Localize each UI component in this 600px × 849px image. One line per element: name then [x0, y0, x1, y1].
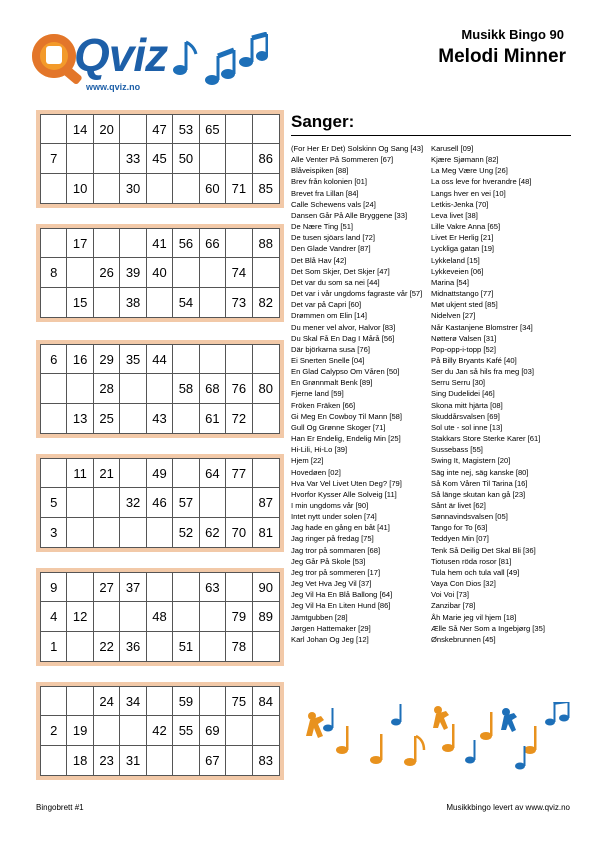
- bingo-cell: [200, 258, 226, 287]
- bingo-cell: 64: [200, 459, 226, 488]
- bingo-cell: [173, 573, 199, 602]
- song-item: Midnattstango [77]: [431, 289, 494, 299]
- bingo-cell: 57: [173, 488, 199, 517]
- bingo-cell: 53: [173, 115, 199, 144]
- song-item: Tango for To [63]: [431, 523, 488, 533]
- bingo-cell: [253, 459, 279, 488]
- bingo-cell: 32: [120, 488, 146, 517]
- bingo-cell: [173, 602, 199, 631]
- bingo-cell: [173, 174, 199, 203]
- bingo-cell: [41, 229, 67, 258]
- song-item: Letkis-Jenka [70]: [431, 199, 489, 209]
- song-item: Brevet fra Lillan [84]: [291, 188, 359, 198]
- bingo-cell: [41, 174, 67, 203]
- song-item: Tiotusen röda rosor [81]: [431, 556, 512, 566]
- bingo-cell: 11: [67, 459, 93, 488]
- bingo-cell: 70: [226, 518, 252, 547]
- song-item: Jørgen Hattemaker [29]: [291, 623, 371, 633]
- song-item: Hovedøen [02]: [291, 467, 341, 477]
- song-item: Jag tror på sommaren [68]: [291, 545, 381, 555]
- song-item: Det Som Skjer, Det Skjer [47]: [291, 266, 390, 276]
- song-item: Blåveispiken [88]: [291, 166, 349, 176]
- bingo-cell: [200, 602, 226, 631]
- bingo-cell: 2: [41, 716, 67, 745]
- bingo-cell: [173, 345, 199, 374]
- bingo-cell: 29: [94, 345, 120, 374]
- song-item: Lykkeveien [06]: [431, 266, 484, 276]
- bingo-cell: 63: [200, 573, 226, 602]
- bingo-cell: 85: [258, 180, 273, 196]
- bingo-cell: 81: [258, 524, 273, 540]
- bingo-cell: [120, 229, 146, 258]
- song-item: Den Glade Vandrer [87]: [291, 244, 371, 254]
- bingo-card: [36, 568, 284, 666]
- bingo-cell: [41, 404, 67, 433]
- song-item: Serru Serru [30]: [431, 378, 486, 388]
- bingo-cell: [120, 459, 146, 488]
- song-item: Alle Venter På Sommeren [67]: [291, 155, 394, 165]
- bingo-cell: 69: [200, 716, 226, 745]
- bingo-cell: 17: [67, 229, 93, 258]
- bingo-cell: 13: [67, 404, 93, 433]
- bingo-cell: 19: [67, 716, 93, 745]
- bingo-cell: 82: [258, 294, 273, 310]
- bingo-cell: 34: [120, 687, 146, 716]
- bingo-cell: [253, 345, 279, 374]
- bingo-grid: [40, 114, 280, 204]
- bingo-cell: [67, 144, 93, 173]
- bingo-cell: [226, 115, 252, 144]
- bingo-cell: 44: [147, 345, 173, 374]
- bingo-cell: [94, 229, 120, 258]
- bingo-cell: 90: [253, 573, 279, 602]
- songs-divider: [291, 135, 571, 136]
- bingo-cell: [67, 573, 93, 602]
- bingo-cell: [41, 288, 67, 317]
- bingo-cell: 15: [67, 288, 93, 317]
- song-item: Leva livet [38]: [431, 210, 478, 220]
- bingo-cell: [41, 687, 67, 716]
- bingo-cell: [173, 459, 199, 488]
- song-item: Nidelven [27]: [431, 311, 476, 321]
- bingo-cell: 54: [173, 288, 199, 317]
- bingo-cell: 51: [173, 632, 199, 661]
- song-item: Gi Meg En Cowboy Til Mann [58]: [291, 411, 403, 421]
- bingo-cell: 88: [253, 229, 279, 258]
- song-item: Gull Og Grønne Skoger [71]: [291, 422, 386, 432]
- song-item: Vaya Con Dios [32]: [431, 579, 496, 589]
- song-item: Calle Schewens vals [24]: [291, 199, 376, 209]
- song-item: Jämtgubben [28]: [291, 612, 348, 622]
- bingo-cell: [200, 687, 226, 716]
- bingo-cell: 7: [41, 144, 67, 173]
- bingo-cell: [67, 518, 93, 547]
- bingo-cell: 62: [200, 518, 226, 547]
- song-item: Karusell [09]: [431, 144, 474, 153]
- song-item: Jeg tror på sommeren [17]: [291, 567, 381, 577]
- song-item: Karl Johan Og Jeg [12]: [291, 634, 369, 644]
- bingo-cell: [120, 602, 146, 631]
- bingo-cell: 37: [120, 573, 146, 602]
- bingo-cell: 66: [200, 229, 226, 258]
- bingo-cell: 1: [41, 632, 67, 661]
- bingo-cell: 83: [258, 752, 273, 768]
- bingo-cell: 5: [41, 488, 67, 517]
- bingo-cell: [94, 518, 120, 547]
- bingo-cell: 21: [94, 459, 120, 488]
- song-item: De Nære Ting [51]: [291, 222, 354, 232]
- game-title: Musikk Bingo 90: [461, 27, 564, 42]
- bingo-cell: [67, 632, 93, 661]
- bingo-cell: 72: [226, 404, 252, 433]
- song-item: Drømmen om Elin [14]: [291, 311, 367, 321]
- bingo-cell: 58: [173, 374, 199, 403]
- bingo-cell: [147, 288, 173, 317]
- bingo-cell: 48: [147, 602, 173, 631]
- bingo-cell: [94, 488, 120, 517]
- bingo-cell: 87: [253, 488, 279, 517]
- bingo-cell: [41, 746, 67, 775]
- song-item: I min ungdoms vår [90]: [291, 501, 369, 510]
- bingo-cell: 47: [147, 115, 173, 144]
- bingo-cell: 76: [226, 374, 252, 403]
- bingo-cell: [226, 746, 252, 775]
- song-item: Hjem [22]: [291, 456, 324, 466]
- bingo-cell: [147, 518, 173, 547]
- bingo-cell: 77: [226, 459, 252, 488]
- song-item: Ælle Så Ner Som a Ingebjørg [35]: [431, 623, 545, 633]
- bingo-cell: 30: [120, 174, 146, 203]
- bingo-cell: [253, 404, 279, 433]
- qviz-logo: [32, 28, 172, 100]
- bingo-cell: 59: [173, 687, 199, 716]
- bingo-cell: [41, 374, 67, 403]
- bingo-cell: 20: [94, 115, 120, 144]
- bingo-cell: 41: [147, 229, 173, 258]
- bingo-cell: 35: [120, 345, 146, 374]
- song-item: De tusen sjöars land [72]: [291, 233, 376, 243]
- song-item: Skona mitt hjärta [08]: [431, 400, 503, 410]
- bingo-cell: [200, 144, 226, 173]
- bingo-cell: 74: [226, 258, 252, 287]
- bingo-cell: [147, 687, 173, 716]
- bingo-cell: 73: [226, 288, 252, 317]
- bingo-cell: [200, 488, 226, 517]
- song-item: Møt ukjent sted [85]: [431, 300, 498, 310]
- bingo-cell: [67, 687, 93, 716]
- bingo-cell: 67: [200, 746, 226, 775]
- bingo-cell: 42: [147, 716, 173, 745]
- bingo-cell: [200, 288, 226, 317]
- song-item: Det var i vår ungdoms fagraste vår [57]: [291, 289, 423, 299]
- bingo-cell: [147, 632, 173, 661]
- bingo-cell: 8: [41, 258, 67, 287]
- song-item: Pop-opp-i-topp [52]: [431, 344, 497, 354]
- bingo-cell: 23: [94, 746, 120, 775]
- bingo-cell: 25: [94, 404, 120, 433]
- bingo-cell: [226, 716, 252, 745]
- song-item: Jeg Vil Ha En Liten Hund [86]: [291, 601, 391, 611]
- song-item: Sol ute - sol inne [13]: [431, 422, 503, 432]
- bingo-cell: [120, 115, 146, 144]
- bingo-cell: 14: [67, 115, 93, 144]
- card-number: Bingobrett #1: [36, 803, 84, 812]
- song-item: Ser du Jan så hils fra meg [03]: [431, 367, 534, 377]
- song-item: Zanzibar [78]: [431, 601, 476, 611]
- song-item: Åh Marie jeg vil hjem [18]: [431, 612, 517, 622]
- bingo-cell: 46: [147, 488, 173, 517]
- bingo-cell: [200, 632, 226, 661]
- song-item: Jeg Vil Ha En Blå Ballong [64]: [291, 590, 393, 600]
- bingo-cell: [253, 115, 279, 144]
- bingo-cell: 22: [94, 632, 120, 661]
- bingo-cell: [94, 716, 120, 745]
- bingo-cell: [67, 258, 93, 287]
- song-item: Han Er Endelig, Endelig Min [25]: [291, 434, 401, 444]
- bingo-cell: 26: [94, 258, 120, 287]
- song-item: Sing Dudelidei [46]: [431, 389, 495, 399]
- bingo-cell: [226, 345, 252, 374]
- bingo-cell: [94, 288, 120, 317]
- bingo-cell: 84: [253, 687, 279, 716]
- song-item: Stakkars Store Sterke Karer [61]: [431, 434, 541, 444]
- bingo-cell: 79: [226, 602, 252, 631]
- song-item: La Meg Være Ung [26]: [431, 166, 508, 176]
- bingo-cell: [94, 144, 120, 173]
- song-item: Så Kom Våren Til Tarina [16]: [431, 478, 528, 488]
- song-item: Där björkarna susa [76]: [291, 344, 370, 354]
- bingo-cell: [147, 746, 173, 775]
- song-item: La oss leve for hverandre [48]: [431, 177, 532, 187]
- song-item: Lykkeland [15]: [431, 255, 480, 265]
- song-item: Ei Snerten Snelle [04]: [291, 355, 365, 365]
- bingo-cell: [226, 229, 252, 258]
- bingo-cell: [94, 174, 120, 203]
- bingo-cell: 3: [41, 518, 67, 547]
- bingo-cell: [253, 632, 279, 661]
- bingo-cell: 4: [41, 602, 67, 631]
- song-item: Jag ringer på fredag [75]: [291, 534, 374, 544]
- song-item: Swing It, Magistern [20]: [431, 456, 511, 466]
- song-item: En Glad Calypso Om Våren [50]: [291, 367, 400, 377]
- bingo-cell: 68: [200, 374, 226, 403]
- song-item: Sussebass [55]: [431, 445, 483, 455]
- song-item: Hvorfor Kysser Alle Solveig [11]: [291, 489, 397, 499]
- song-item: Fjerne land [59]: [291, 389, 344, 399]
- bingo-cell: [226, 488, 252, 517]
- bingo-cell: 27: [94, 573, 120, 602]
- song-item: Tula hem och tula vall [49]: [431, 567, 520, 577]
- bingo-cell: [253, 258, 279, 287]
- song-item: Intet nytt under solen [74]: [291, 512, 377, 522]
- game-subtitle: Melodi Minner: [438, 46, 566, 67]
- bingo-cell: [41, 115, 67, 144]
- bingo-cell: 12: [67, 602, 93, 631]
- bingo-card: [36, 224, 284, 322]
- song-item: En Grønnmalt Benk [89]: [291, 378, 373, 388]
- bingo-cell: 52: [173, 518, 199, 547]
- bingo-cell: 40: [147, 258, 173, 287]
- song-item: Voi Voi [73]: [431, 590, 469, 600]
- song-item: Sånt är livet [62]: [431, 501, 486, 510]
- song-item: Säg inte nej, säg kanske [80]: [431, 467, 529, 477]
- song-item: Hi-Lili, Hi-Lo [39]: [291, 445, 348, 455]
- song-item: Fröken Fräken [66]: [291, 400, 356, 410]
- bingo-cell: 10: [67, 174, 93, 203]
- bingo-cell: 43: [147, 404, 173, 433]
- bingo-cell: 24: [94, 687, 120, 716]
- bingo-cell: 16: [67, 345, 93, 374]
- song-item: På Billy Bryants Kafé [40]: [431, 355, 517, 365]
- bingo-card: [36, 454, 284, 552]
- song-item: Brev från kolonien [01]: [291, 177, 367, 187]
- song-item: Jeg Går På Skole [53]: [291, 556, 366, 566]
- song-item: Jag hade en gång en båt [41]: [291, 523, 390, 533]
- bingo-grid: [40, 228, 280, 318]
- song-item: Lille Vakre Anna [65]: [431, 222, 501, 232]
- song-item: Hva Var Vel Livet Uten Deg? [79]: [291, 478, 402, 488]
- bingo-cell: 38: [120, 288, 146, 317]
- bingo-cell: 55: [173, 716, 199, 745]
- logo-wordmark: Qviz: [74, 29, 168, 81]
- song-item: Teddyen Min [07]: [431, 534, 489, 544]
- song-item: Du Skal Få En Dag I Mårå [56]: [291, 333, 395, 343]
- bingo-cell: [120, 518, 146, 547]
- bingo-cell: [173, 746, 199, 775]
- song-item: Livet Er Herlig [21]: [431, 233, 494, 243]
- song-item: Når Kastanjene Blomstrer [34]: [431, 322, 533, 332]
- bingo-cell: [147, 174, 173, 203]
- dancing-notes-illustration: [298, 702, 570, 784]
- bingo-cell: 6: [41, 345, 67, 374]
- bingo-cell: 75: [226, 687, 252, 716]
- song-item: Det var på Capri [60]: [291, 300, 362, 310]
- bingo-cell: [120, 404, 146, 433]
- bingo-grid: [40, 344, 280, 434]
- bingo-cell: [147, 573, 173, 602]
- bingo-cell: 89: [253, 602, 279, 631]
- bingo-cell: 56: [173, 229, 199, 258]
- song-item: Kjære Sjømann [82]: [431, 155, 499, 165]
- bingo-card: [36, 682, 284, 780]
- song-item: Det Blå Hav [42]: [291, 255, 347, 265]
- songs-heading: Sanger:: [291, 112, 355, 131]
- bingo-cell: [67, 374, 93, 403]
- song-item: Langs hver en vei [10]: [431, 188, 506, 198]
- bingo-cell: 36: [120, 632, 146, 661]
- bingo-cell: [67, 488, 93, 517]
- bingo-cell: [120, 374, 146, 403]
- bingo-cell: [173, 258, 199, 287]
- song-item: Ønskebrunnen [45]: [431, 634, 496, 644]
- song-item: Du mener vel alvor, Halvor [83]: [291, 322, 396, 332]
- bingo-card: [36, 340, 284, 438]
- bingo-cell: 39: [120, 258, 146, 287]
- song-item: (For Her Er Det) Solskinn Og Sang [43]: [291, 144, 424, 153]
- bingo-grid: [40, 686, 280, 776]
- bingo-cell: [226, 144, 252, 173]
- bingo-cell: 18: [67, 746, 93, 775]
- bingo-cell: [226, 573, 252, 602]
- bingo-cell: 50: [173, 144, 199, 173]
- bingo-cell: 33: [120, 144, 146, 173]
- bingo-cell: 61: [200, 404, 226, 433]
- song-list-column-2: [431, 143, 573, 645]
- song-item: Så länge skutan kan gå [23]: [431, 489, 526, 499]
- song-item: Skuddårsvalsen [69]: [431, 411, 500, 421]
- bingo-cell: 28: [94, 374, 120, 403]
- bingo-cell: 80: [253, 374, 279, 403]
- bingo-card: [36, 110, 284, 208]
- bingo-cell: 65: [200, 115, 226, 144]
- bingo-cell: 45: [147, 144, 173, 173]
- bingo-cell: [147, 374, 173, 403]
- logo-url: www.qviz.no: [86, 82, 141, 92]
- song-item: Nøtterø Valsen [31]: [431, 333, 497, 343]
- bingo-cell: [173, 404, 199, 433]
- bingo-cell: [200, 345, 226, 374]
- song-list-column-1: [291, 143, 431, 645]
- song-item: Dansen Går På Alle Bryggene [33]: [291, 210, 408, 220]
- song-item: Jeg Vet Hva Jeg Vil [37]: [291, 579, 372, 589]
- bingo-cell: [41, 459, 67, 488]
- bingo-grid: [40, 572, 280, 662]
- bingo-cell: 86: [253, 144, 279, 173]
- bingo-cell: 78: [226, 632, 252, 661]
- bingo-cell: [94, 602, 120, 631]
- song-item: Lyckliga gatan [19]: [431, 244, 495, 254]
- provider-credit: Musikkbingo levert av www.qviz.no: [446, 803, 570, 812]
- song-item: Det var du som sa nei [44]: [291, 277, 380, 287]
- bingo-cell: [120, 716, 146, 745]
- song-item: Sønnavindsvalsen [05]: [431, 512, 508, 522]
- bingo-cell: 49: [147, 459, 173, 488]
- song-item: Tenk Så Deilig Det Skal Bli [36]: [431, 545, 536, 555]
- bingo-cell: [253, 716, 279, 745]
- bingo-grid: [40, 458, 280, 548]
- song-item: Marina [54]: [431, 277, 469, 287]
- bingo-cell: 71: [226, 174, 252, 203]
- bingo-cell: 9: [41, 573, 67, 602]
- music-notes-icon: [168, 32, 268, 88]
- bingo-cell: 31: [120, 746, 146, 775]
- bingo-cell: 60: [200, 174, 226, 203]
